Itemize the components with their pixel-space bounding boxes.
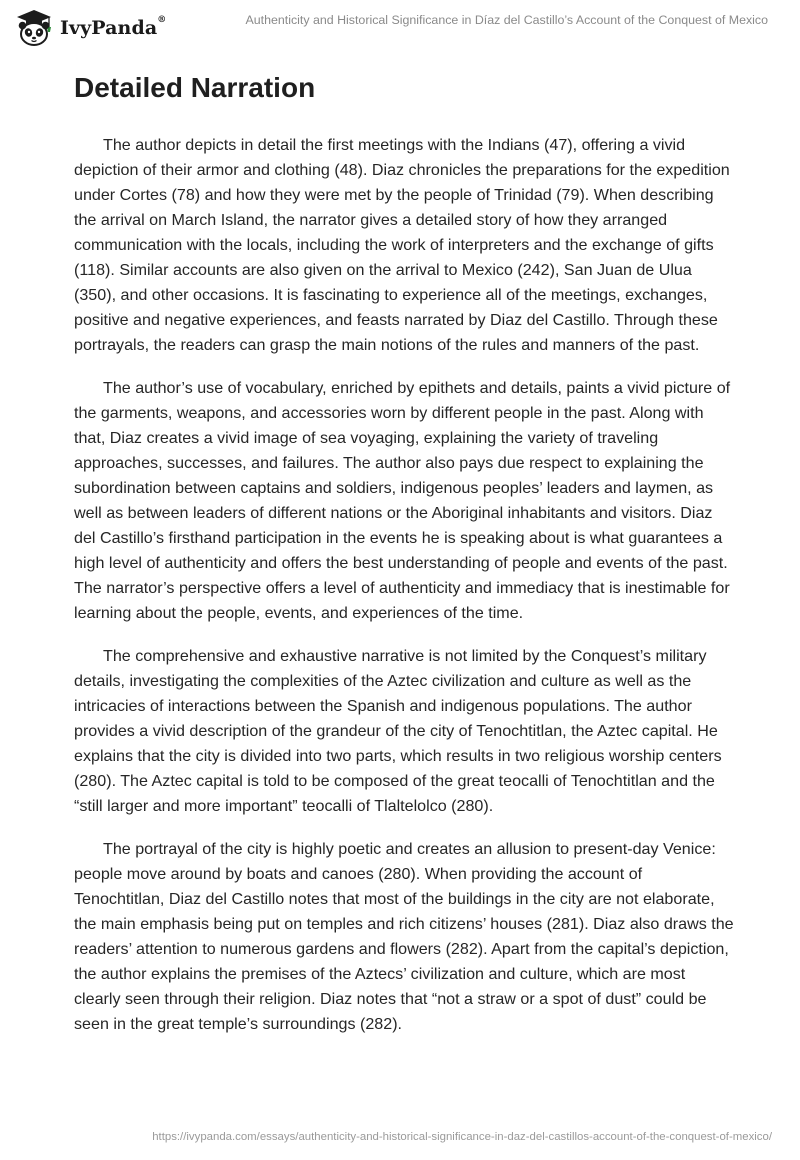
panda-mascot-icon: [14, 8, 54, 48]
running-title: Authenticity and Historical Significance in Díaz del Castillo’s Account of the Conquest of Mexico: [245, 13, 768, 27]
section-heading: Detailed Narration: [74, 72, 316, 103]
essay-body: [74, 133, 734, 1055]
paragraph: The portrayal of the city is highly poetic and creates an allusion to present-day Venice: people move around by boats and canoes (280). When providing the account of Tenochtitlan, Diaz del Castillo notes that most of the buildings in the city are not elaborate, the main emphasis being put on temples and rich citizens’ houses (281). Diaz also draws the readers’ attention to numerous gardens and flowers (282). Apart from the capital’s depiction, the author explains the premises of the Aztecs’ civilization and culture, which are most clearly seen through their religion. Diaz notes that “not a straw or a spot of dust” could be seen in the great temple’s surroundings (282).: [74, 840, 734, 1033]
paragraph: The author depicts in detail the first meetings with the Indians (47), offering a vivid depiction of their armor and clothing (48). Diaz chronicles the preparations for the expedition under Cortes (78) and how they were met by the people of Trinidad (79). When describing the arrival on March Island, the narrator gives a detailed story of how they arranged communication with the locals, including the work of interpreters and the exchange of gifts (118). Similar accounts are also given on the arrival to Mexico (242), San Juan de Ulua (350), and other occasions. It is fascinating to experience all of the meetings, exchanges, positive and negative experiences, and feasts narrated by Diaz del Castillo. Through these portrayals, the readers can grasp the main notions of the rules and manners of the past.: [74, 136, 730, 354]
paragraph: The comprehensive and exhaustive narrative is not limited by the Conquest’s military details, investigating the complexities of the Aztec civilization and culture as well as the intricacies of interactions between the Spanish and indigenous populations. The author provides a vivid description of the grandeur of the city of Tenochtitlan, the Aztec capital. He explains that the city is divided into two parts, which results in two religious worship centers (280). The Aztec capital is told to be composed of the great teocalli of Tenochtitlan and the “still larger and more important” teocalli of Tlaltelolco (280).: [74, 647, 722, 815]
paragraph: The author’s use of vocabulary, enriched by epithets and details, paints a vivid picture of the garments, weapons, and accessories worn by different people in the past. Along with that, Diaz creates a vivid image of sea voyaging, explaining the variety of traveling approaches, successes, and failures. The author also pays due respect to explaining the subordination between captains and soldiers, indigenous peoples’ leaders and laymen, as well as between leaders of different nations or the Aboriginal inhabitants and visitors. Diaz del Castillo’s firsthand participation in the events he is speaking about is what guarantees a high level of authenticity and offers the best understanding of people and events of the past. The narrator’s perspective offers a level of authenticity and immediacy that is inestimable for learning about the people, events, and experiences of the time.: [74, 379, 731, 622]
source-url[interactable]: https://ivypanda.com/essays/authenticity-and-historical-significance-in-daz-del-castillos-account-of-the-conquest-of-mexico/: [152, 1131, 772, 1143]
page-header: [0, 0, 800, 56]
brand-logo[interactable]: [14, 8, 166, 48]
brand-name: IvyPanda®: [60, 15, 167, 39]
registered-mark: ®: [157, 15, 167, 25]
